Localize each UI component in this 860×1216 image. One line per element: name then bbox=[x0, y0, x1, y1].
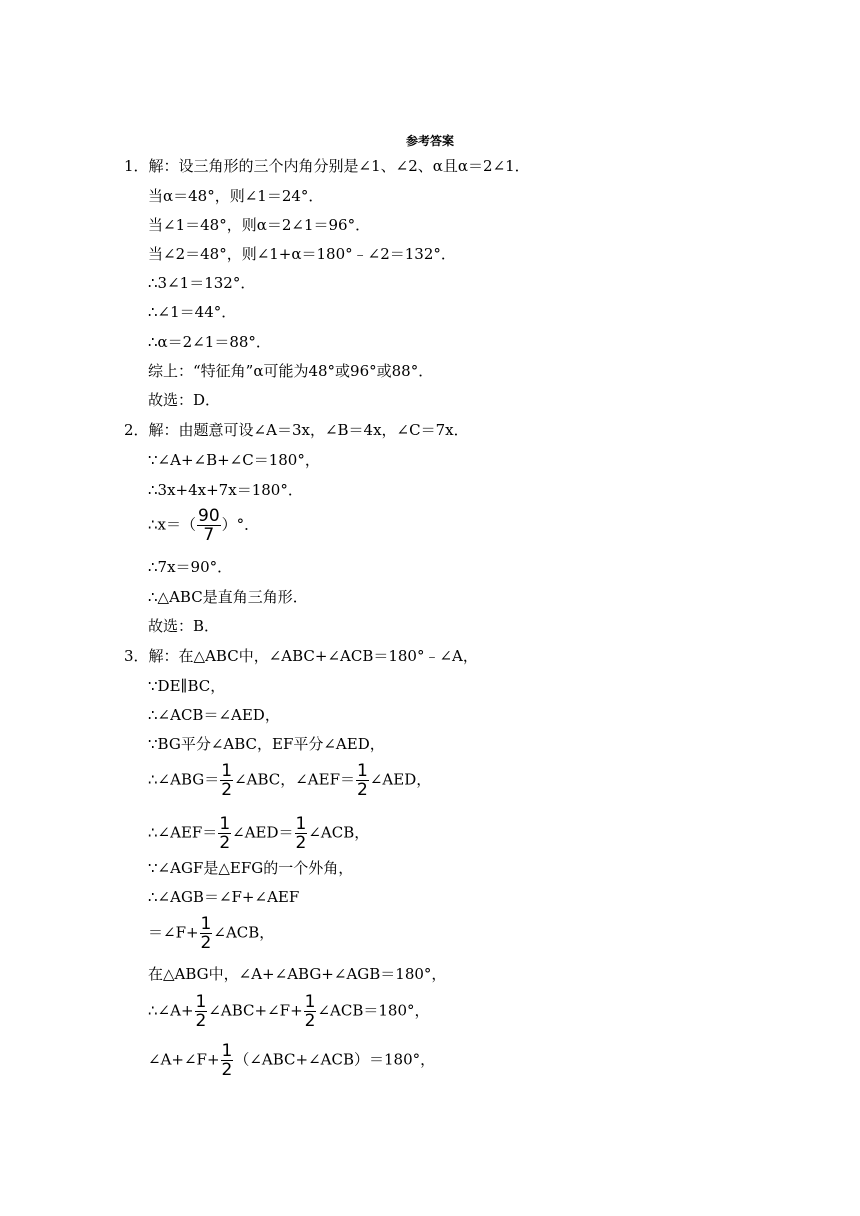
fraction-one-half bbox=[220, 762, 233, 799]
fraction-denominator: 2 bbox=[221, 1060, 233, 1080]
q3-line-2: ∵DE∥BC， bbox=[148, 677, 226, 695]
q3-line-1: 3．解：在△ABC中，∠ABC+∠ACB＝180°﹣∠A， bbox=[124, 647, 478, 665]
q2-line-4 bbox=[148, 507, 259, 544]
q3-line-12-part-a: ∠A+∠F+ bbox=[148, 1050, 220, 1069]
fraction-denominator: 2 bbox=[221, 780, 233, 800]
q3-line-11-part-a: ∴∠A+ bbox=[148, 1001, 194, 1020]
fraction-numerator: 1 bbox=[200, 914, 212, 934]
q1-line-9: 故选：D． bbox=[148, 391, 221, 409]
q3-line-5 bbox=[148, 762, 431, 799]
fraction-denominator: 7 bbox=[203, 525, 215, 545]
q3-line-8: ∴∠AGB＝∠F+∠AEF bbox=[148, 888, 300, 906]
fraction-denominator: 2 bbox=[219, 833, 231, 853]
q2-line-1: 2．解：由题意可设∠A＝3x，∠B＝4x，∠C＝7x． bbox=[124, 421, 469, 439]
q3-line-4: ∵BG平分∠ABC，EF平分∠AED， bbox=[148, 735, 385, 753]
fraction-numerator: 1 bbox=[195, 992, 207, 1012]
fraction-numerator: 1 bbox=[295, 814, 307, 834]
fraction-denominator: 2 bbox=[295, 833, 307, 853]
fraction-one-half bbox=[295, 815, 308, 852]
q3-line-10: 在△ABG中，∠A+∠ABG+∠AGB＝180°， bbox=[148, 965, 447, 983]
q1-line-4: 当∠2＝48°，则∠1+α＝180°﹣∠2＝132°． bbox=[148, 245, 456, 263]
q3-line-11 bbox=[148, 993, 430, 1030]
q1-line-8: 综上：“特征角”α可能为48°或96°或88°． bbox=[148, 362, 434, 380]
fraction-numerator: 90 bbox=[198, 506, 220, 526]
fraction-denominator: 2 bbox=[304, 1011, 316, 1031]
q1-line-5: ∴3∠1＝132°． bbox=[148, 274, 256, 292]
q2-line-2: ∵∠A+∠B+∠C＝180°， bbox=[148, 451, 320, 469]
q3-line-9-part-a: ＝∠F+ bbox=[148, 923, 199, 942]
q3-line-5-part-c: ∠AED， bbox=[369, 770, 432, 789]
q3-line-3: ∴∠ACB＝∠AED， bbox=[148, 706, 280, 724]
q3-line-6 bbox=[148, 815, 369, 852]
q1-line-2: 当α＝48°，则∠1＝24°． bbox=[148, 187, 324, 205]
q2-line-5: ∴7x＝90°． bbox=[148, 558, 233, 576]
fraction-numerator: 1 bbox=[221, 1041, 233, 1061]
page-title: 参考答案 bbox=[405, 134, 454, 148]
fraction-one-half bbox=[356, 762, 369, 799]
q3-line-12 bbox=[148, 1042, 435, 1079]
q2-line-7: 故选：B． bbox=[148, 617, 220, 635]
q3-line-6-part-a: ∴∠AEF＝ bbox=[148, 823, 218, 842]
fraction-numerator: 1 bbox=[219, 814, 231, 834]
fraction-90-over-7 bbox=[197, 507, 221, 544]
q3-line-11-part-b: ∠ABC+∠F+ bbox=[208, 1001, 303, 1020]
fraction-numerator: 1 bbox=[357, 761, 368, 781]
q3-line-12-part-b: （∠ABC+∠ACB）＝180°， bbox=[234, 1050, 436, 1069]
q2-line-4-suffix: ）°． bbox=[221, 515, 260, 534]
q3-line-5-part-a: ∴∠ABG＝ bbox=[148, 770, 220, 789]
q3-line-7: ∵∠AGF是△EFG的一个外角， bbox=[148, 859, 354, 877]
fraction-one-half bbox=[200, 915, 213, 952]
q3-line-9-part-b: ∠ACB， bbox=[213, 923, 275, 942]
q1-line-7: ∴α＝2∠1＝88°． bbox=[148, 333, 271, 351]
fraction-denominator: 2 bbox=[357, 780, 368, 800]
fraction-numerator: 1 bbox=[304, 992, 316, 1012]
q2-line-6: ∴△ABC是直角三角形． bbox=[148, 588, 308, 606]
q2-line-3: ∴3x+4x+7x＝180°． bbox=[148, 481, 303, 499]
q2-line-4-prefix: ∴x＝（ bbox=[148, 515, 197, 534]
q1-line-1: 1．解：设三角形的三个内角分别是∠1、∠2、α且α＝2∠1． bbox=[124, 157, 530, 175]
q3-line-9 bbox=[148, 915, 274, 952]
fraction-numerator: 1 bbox=[221, 761, 233, 781]
fraction-one-half bbox=[304, 993, 317, 1030]
q3-line-11-part-c: ∠ACB＝180°， bbox=[317, 1001, 430, 1020]
q1-line-3: 当∠1＝48°，则α＝2∠1＝96°． bbox=[148, 216, 371, 234]
q3-line-5-part-b: ∠ABC，∠AEF＝ bbox=[234, 770, 356, 789]
q3-line-6-part-b: ∠AED＝ bbox=[232, 823, 294, 842]
fraction-denominator: 2 bbox=[200, 933, 212, 953]
q1-line-6: ∴∠1＝44°． bbox=[148, 303, 237, 321]
fraction-one-half bbox=[221, 1042, 234, 1079]
fraction-denominator: 2 bbox=[195, 1011, 207, 1031]
fraction-one-half bbox=[218, 815, 231, 852]
q3-line-6-part-c: ∠ACB， bbox=[308, 823, 370, 842]
fraction-one-half bbox=[195, 993, 208, 1030]
